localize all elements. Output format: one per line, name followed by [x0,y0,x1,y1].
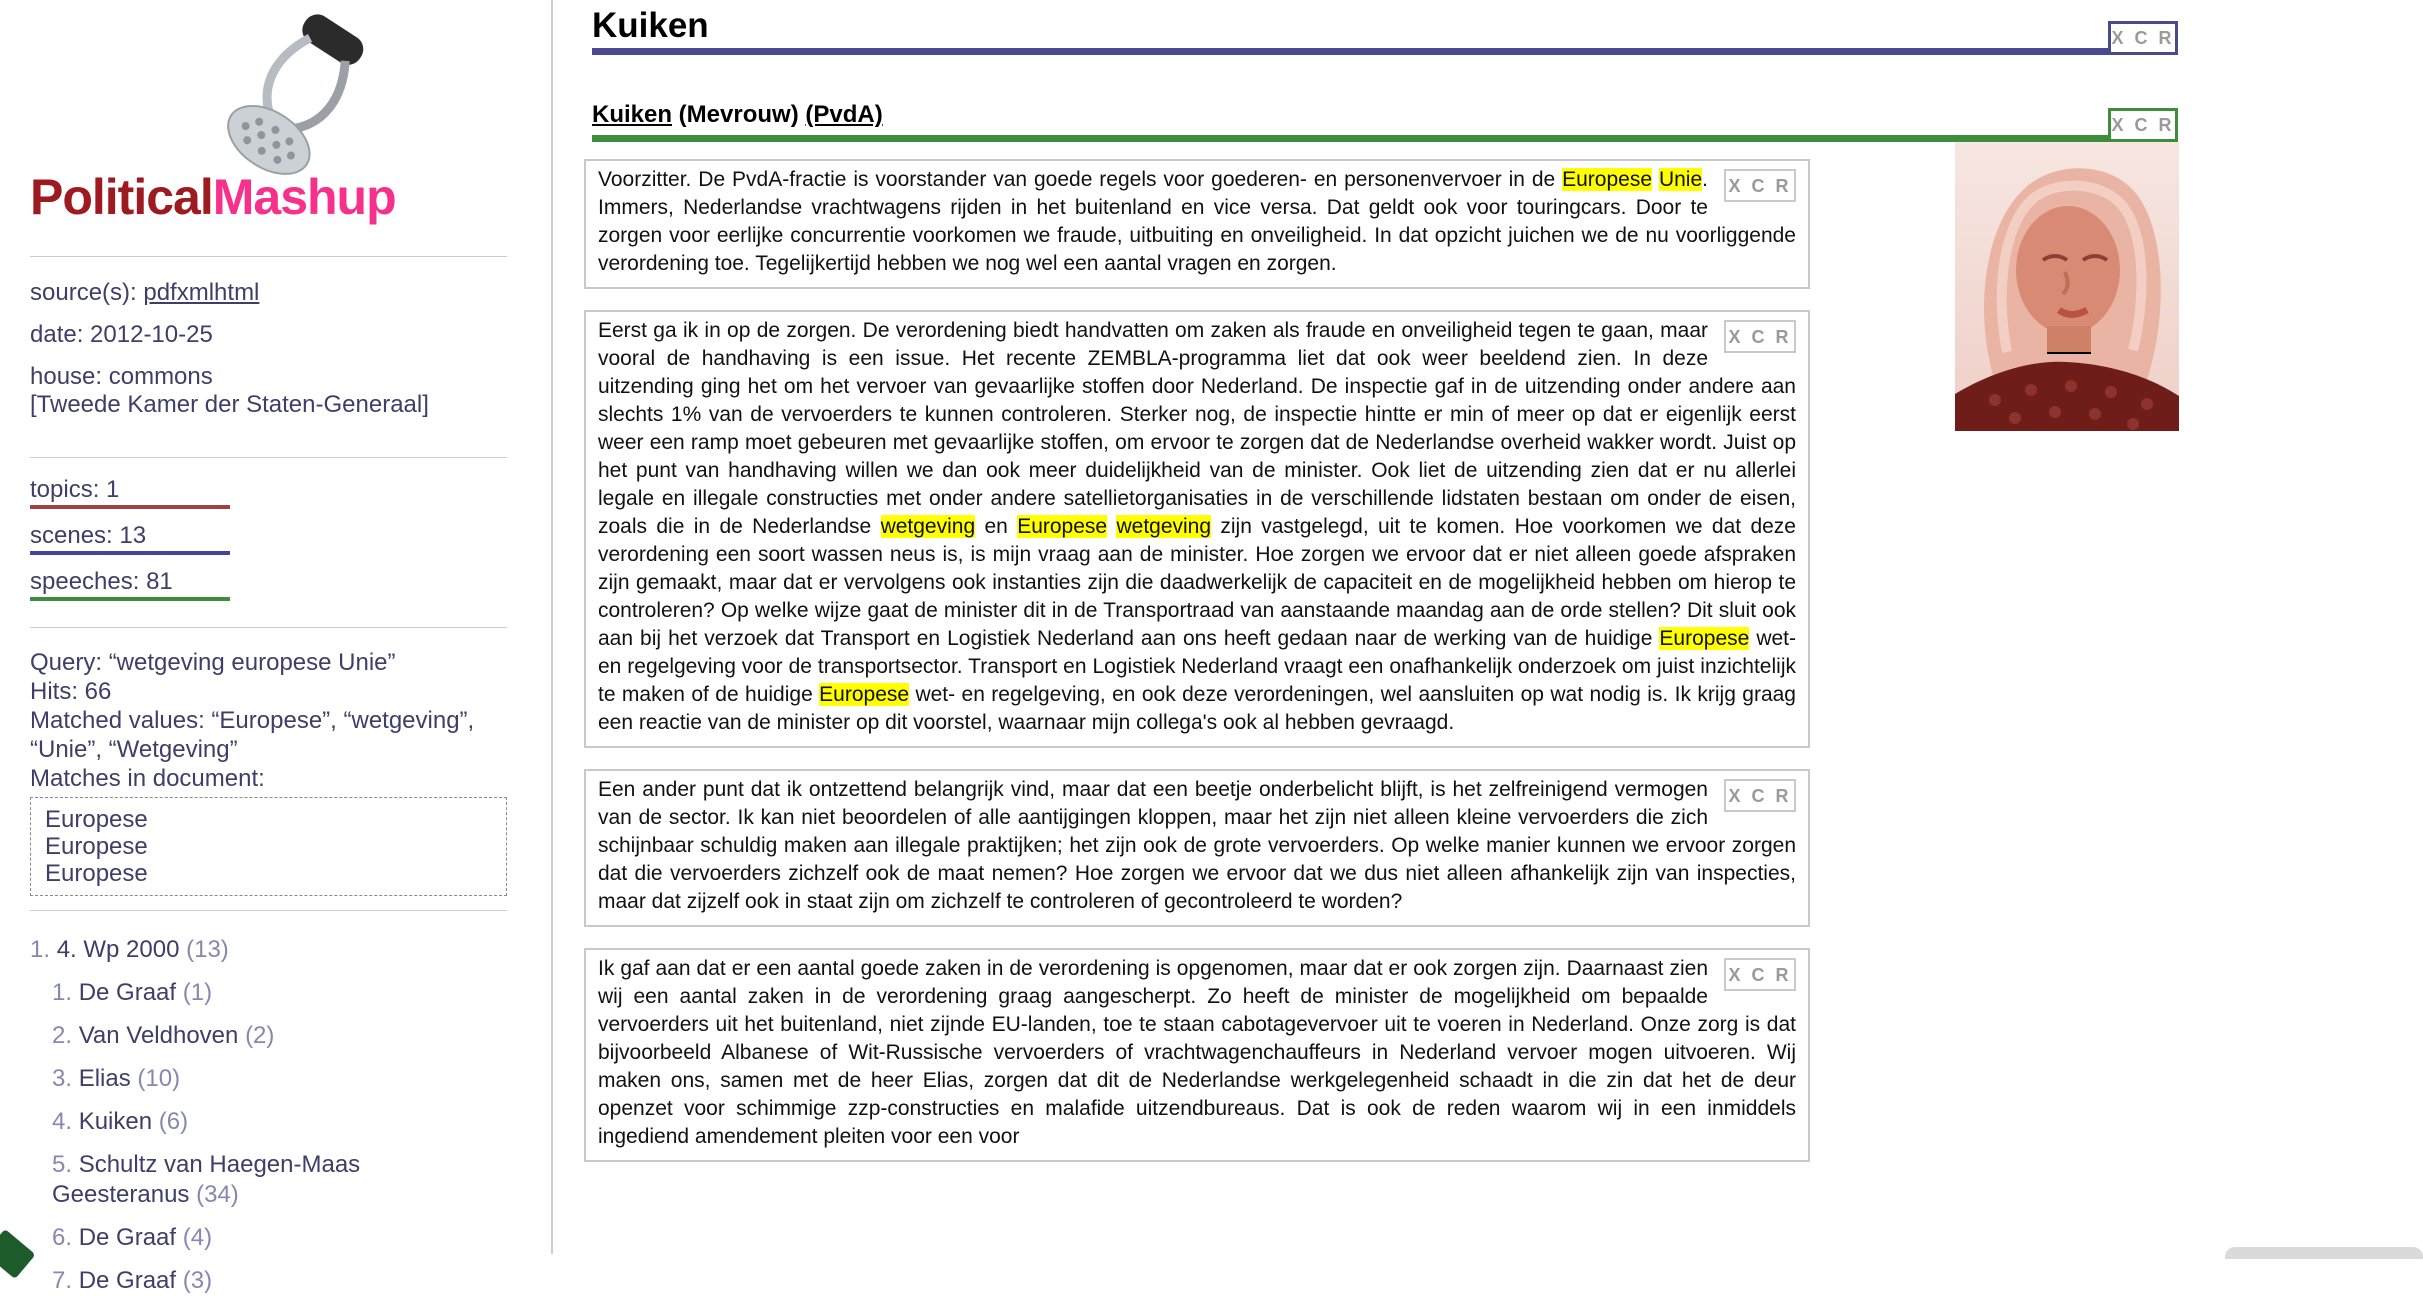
topic-rule [592,21,2178,55]
toc-item-number: 4. [52,1108,73,1135]
matched-values-line: Matched values: “Europese”, “wetgeving”, “Unie”, “Wetgeving” [30,707,475,763]
toc-item-number: 7. [52,1267,73,1294]
toc-item-count: (3) [182,1267,213,1294]
stat-topics [30,476,507,509]
paragraph-xcr-controls[interactable]: X C R [1724,779,1796,812]
search-hit-highlight: Europese [1562,168,1653,191]
toc-item-name[interactable]: De Graaf [78,979,177,1006]
paragraph-text: Een ander punt dat ik ontzettend belangrijk vind, maar dat een beetje onderbelicht blijft, is het zelfreinigend vermogen van de sector. Ik kan niet beoordelen of alle aantijgingen kloppen, maar het zijn niet alleen kleine vervoerders die zich schijnbaar schuldig maken aan illegale praktijken; het zijn ook de grote vervoerders. Op welke manier kunnen we ervoor zorgen dat die vervoerders zichzelf ook de maat nemen? Hoe zorgen we ervoor dat we dus niet alleen afhankelijk zijn van inspecties, maar dat zijzelf ook in staat zijn om zichzelf te controleren of gecontroleerd te worden? [598,778,1796,913]
toc-item-number: 5. [52,1151,73,1178]
speaker-photo [1955,142,2179,431]
matches-in-document-box [30,797,507,896]
logo[interactable] [30,0,507,256]
paragraph-xcr-controls[interactable]: X C R [1724,958,1796,991]
toc-item-kuiken[interactable] [52,1107,400,1137]
stat-scenes-label: scenes: 13 [30,522,147,549]
bottom-right-panel-edge [2225,1247,2423,1259]
matches-label: Matches in document: [30,765,265,792]
paragraph-text: Eerst ga ik in op de zorgen. De verordening biedt handvatten om zaken als fraude en onveiligheid tegen te gaan, maar vooral de handhaving is een issue. Het recente ZEMBLA-programma liet dat ook weer beeldend zien. In deze uitzending ging het om het vervoer van gevaarlijke stoffen door Nederland. De inspectie gaf in de uitzending onder andere aan slechts 1% van de vervoerders te kunnen controleren. Sterker nog, de inspectie hintte er min of meer op dat er eigenlijk eerst weer een ramp moet gebeuren met gevaarlijke stoffen, om ervoor te zorgen dat de Nederlandse overheid wakker wordt. Juist op het punt van handhaving willen we dan ook meer duidelijkheid van de minister. Ook liet de uitzending zien dat er nu allerlei legale en illegale constructies met onder andere satellietorganisaties in de verschillende lidstaten bestaan om onder de eisen, zoals die in de Nederlandse wetgeving en Europese wetgeving zijn vastgelegd, uit te komen. Hoe voorkomen we dat deze verordening een soort wassen neus is, is mijn vraag aan de minister. Hoe zorgen we ervoor dat er niet alleen goede afspraken zijn gemaakt, maar dat er vervolgens ook instanties zijn die daadwerkelijk de capaciteit en de mogelijkheid hebben om hierop te controleren? Op welke wijze gaat de minister dit in de Transportraad van aanstaande maandag aan de orde stellen? Dit sluit ook aan bij het verzoek dat Transport en Logistiek Nederland aan ons heeft gedaan naar de werking van de huidige Europese wet- en regelgeving voor de transportsector. Transport en Logistiek Nederland vraagt een onafhankelijk onderzoek om juist inzichtelijk te maken of de huidige Europese wet- en regelgeving, en ook deze verordeningen, wel aansluiten op wat nodig is. Ik krijg graag een reactie van de minister op dit voorstel, waarnaar mijn collega's ook al hebben gevraagd. [598,319,1796,734]
toc-item-van-veldhoven[interactable] [52,1021,400,1051]
toc-item-name[interactable]: De Graaf [78,1267,177,1294]
speaker-name-link[interactable]: Kuiken [592,101,673,128]
speaker-role: (Mevrouw) [672,101,806,128]
stat-speeches-label: speeches: 81 [30,568,173,595]
toc-item-schultz[interactable] [52,1150,400,1210]
toc-item-name[interactable]: De Graaf [78,1224,177,1251]
toc-item-count: (10) [137,1065,181,1092]
speech-paragraph [584,769,1810,927]
toc-item-de-graaf-6[interactable] [52,1223,400,1253]
sidebar [0,0,553,1294]
search-hit-highlight: Europese [1659,627,1750,650]
toc-item-elias[interactable] [52,1064,400,1094]
toc-item-count: (1) [182,979,213,1006]
toc-item-number: 1. [52,979,73,1006]
toc-item-count: (6) [158,1108,189,1135]
source-link[interactable]: pdfxmlhtml [143,279,260,306]
speaker-party-link[interactable]: (PvdA) [805,101,883,128]
house-line1: house: commons [30,363,213,390]
paragraph-text: Voorzitter. De PvdA-fractie is voorstander van goede regels voor goederen- en personenvervoer in de Europese Unie. Immers, Nederlandse vrachtwagens rijden in het buitenland en vice versa. Dat geldt ook voor touringcars. Door te zorgen voor eerlijke concurrentie voorkomen we fraude, uitbuiting en onveiligheid. In dat opzicht juichen we de nu voorliggende verordening toe. Tegelijkertijd hebben we nog wel een aantal vragen en zorgen. [598,168,1796,275]
speech-paragraph [584,310,1810,748]
stat-scenes [30,522,507,555]
toc-item-name[interactable]: Kuiken [78,1108,153,1135]
paragraph-xcr-controls[interactable]: X C R [1724,320,1796,353]
toc-root-item[interactable] [30,935,507,965]
search-hit-highlight: Unie [1658,168,1703,191]
toc-root-number: 1. [30,936,51,963]
main-content [553,0,2423,1254]
search-hit-highlight: wetgeving [880,515,976,538]
source-row [30,279,507,307]
toc-item-count: (2) [245,1022,275,1049]
hits-line: Hits: 66 [30,678,112,705]
toc-children [52,978,400,1296]
speech-rule-bar [592,135,2178,142]
speech-paragraph [584,159,1810,289]
toc-item-number: 3. [52,1065,73,1092]
house-row [30,363,507,419]
topic-xcr-controls[interactable]: X C R [2108,21,2178,55]
query-line: Query: “wetgeving europese Unie” [30,649,396,676]
toc-item-name[interactable]: Elias [78,1065,131,1092]
search-hit-highlight: wetgeving [1116,515,1212,538]
logo-wordmark [30,168,396,226]
table-of-contents [30,911,507,1296]
toc-item-count: (34) [196,1181,239,1208]
match-item[interactable]: Europese [45,833,148,860]
topic-rule-bar [592,48,2178,55]
document-metadata [30,257,507,457]
stat-speeches-underline [30,597,230,601]
search-hit-highlight: Europese [819,683,910,706]
match-item[interactable]: Europese [45,806,148,833]
query-panel [30,628,507,910]
document-stats [30,458,507,627]
speech-rule [592,108,2178,142]
toc-root-count: (13) [186,936,229,963]
toc-item-de-graaf-1[interactable] [52,978,400,1008]
toc-root-title[interactable]: 4. Wp 2000 [56,936,180,963]
paragraph-xcr-controls[interactable]: X C R [1724,169,1796,202]
stat-scenes-underline [30,551,230,555]
date-row: date: 2012-10-25 [30,321,213,348]
paragraph-text: Ik gaf aan dat er een aantal goede zaken in de verordening is opgenomen, maar dat er ook zorgen zijn. Daarnaast zien wij een aantal zaken in de verordening graag aangescherpt. Zo heeft de minister de mogelijkheid om bepaalde vervoerders uit het buitenland, niet zijnde EU-landen, toe te staan cabotagevervoer uit te voeren in Nederland. Onze zorg is dat bijvoorbeeld Albanese of Wit-Russische vervoerders of vrachtwagenchauffeurs in Nederland vervoer mogen uitvoeren. Wij maken ons, samen met de heer Elias, zorgen dat dit de Nederlandse werkgelegenheid schaadt in die zin dat het de deur openzet voor schimmige zzp-constructies en malafide uitzendbureaus. Dat is ook de reden waarom wij in een inmiddels ingediend amendement pleiten voor een voor [598,957,1796,1148]
search-hit-highlight: Europese [1017,515,1108,538]
toc-item-de-graaf-7[interactable] [52,1266,400,1296]
speech-paragraphs [584,159,1810,1183]
speech-xcr-controls[interactable]: X C R [2108,108,2178,142]
source-label: source(s): [30,279,144,306]
speech-paragraph [584,948,1810,1162]
stat-topics-underline [30,505,230,509]
logo-text-political: Political [30,169,213,225]
logo-text-mashup: Mashup [212,169,396,225]
house-line2: [Tweede Kamer der Staten-Generaal] [30,391,429,418]
toc-item-count: (4) [182,1224,213,1251]
toc-item-number: 6. [52,1224,73,1251]
toc-item-number: 2. [52,1022,73,1049]
stat-speeches [30,568,507,601]
stat-topics-label: topics: 1 [30,476,120,503]
page-title: Kuiken [592,6,709,45]
match-item[interactable]: Europese [45,860,148,887]
toc-item-name[interactable]: Schultz van Haegen-Maas Geesteranus [52,1151,361,1208]
toc-item-name[interactable]: Van Veldhoven [78,1022,239,1049]
